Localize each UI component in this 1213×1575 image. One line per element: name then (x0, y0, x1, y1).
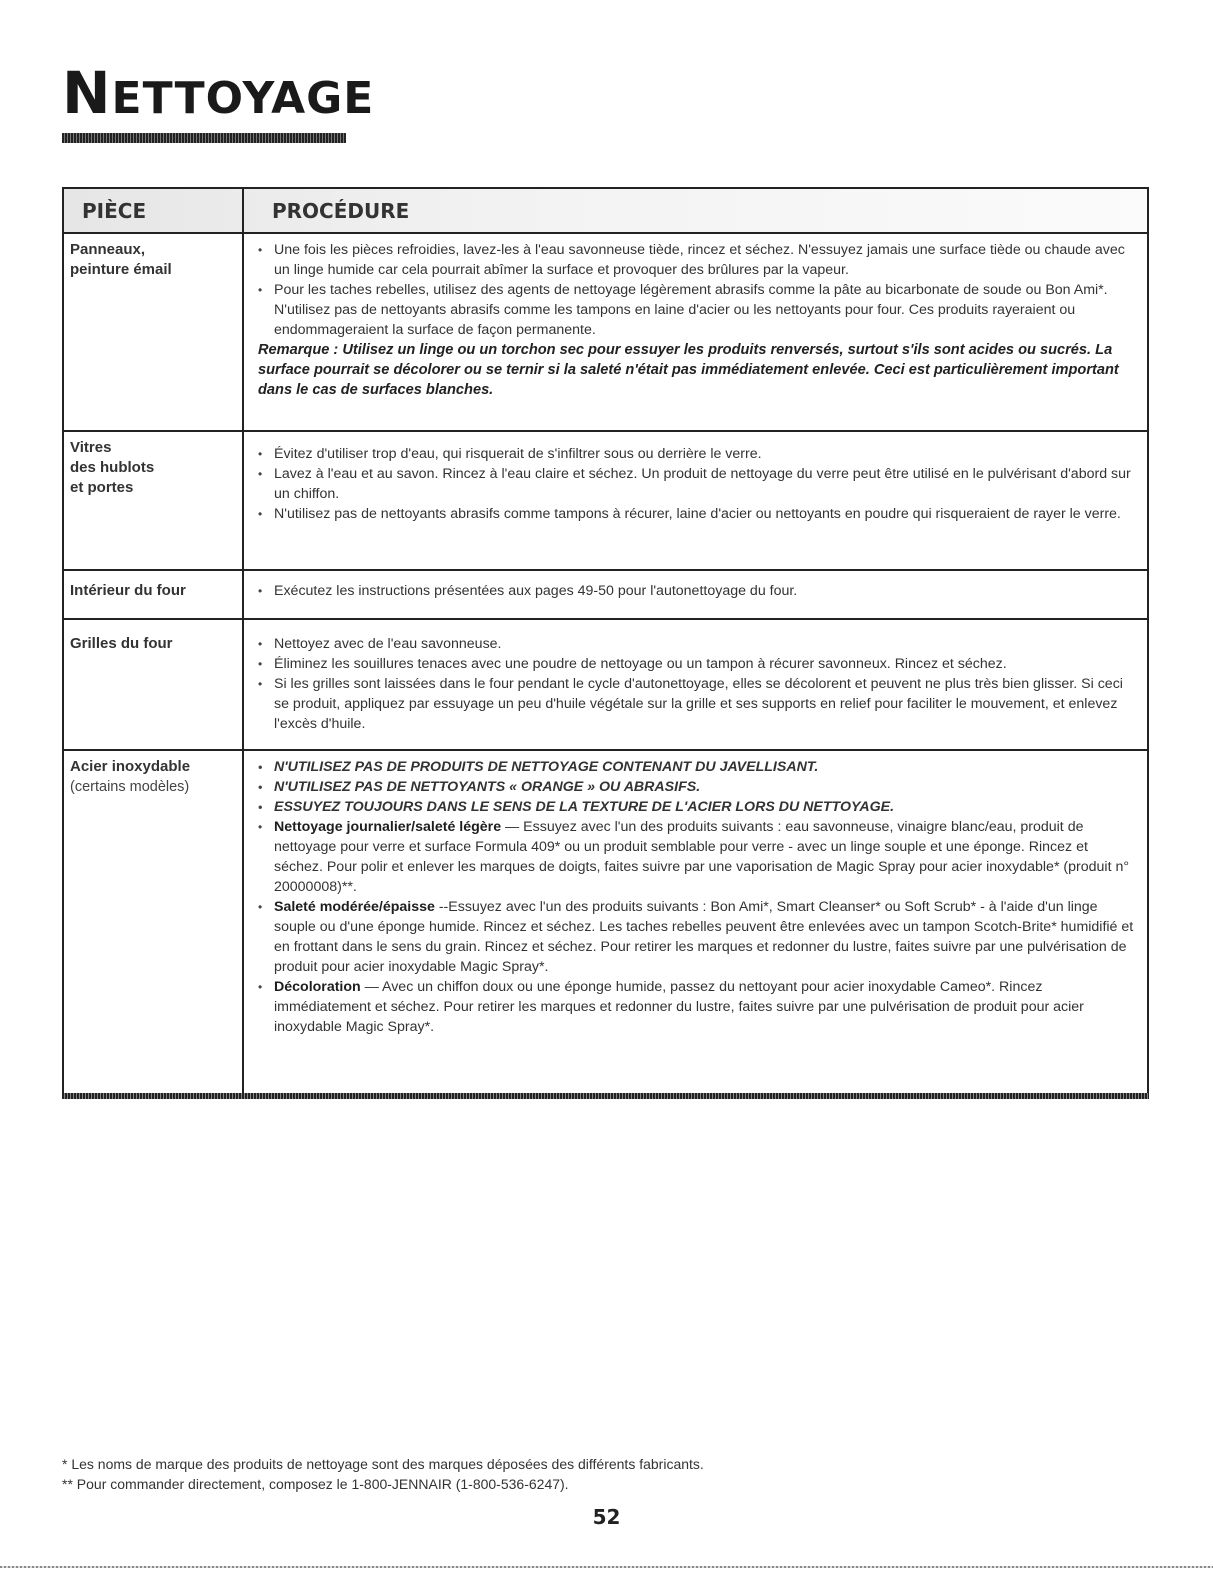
procedure-list (252, 581, 1137, 601)
list-item: • Si les grilles sont laissées dans le four pendant le cycle d'autonettoyage, elles se décolorent et peuvent ne plus très bien glisser. Si ceci se produit, appliquez par essuyage un peu d'huile végétale sur la grille et ses supports en relief pour faciliter le mouvement, et enlevez l'excès d'huile. (252, 674, 1137, 734)
piece-label: Acier inoxydable (70, 758, 191, 775)
warning-item: • N'UTILISEZ PAS DE NETTOYANTS « ORANGE » OU ABRASIFS. (252, 777, 1137, 797)
page-bottom-rule (0, 1566, 1213, 1568)
item-lead: Saleté modérée/épaisse (274, 899, 435, 915)
piece-sublabel: (certains modèles) (70, 779, 190, 795)
header-piece: PIÈCE (64, 189, 244, 232)
piece-label: Vitres des hublots et portes (70, 439, 155, 496)
footnote: * Les noms de marque des produits de nettoyage sont des marques déposées des différents fabricants. (62, 1456, 704, 1472)
list-item (252, 977, 1137, 1037)
cleaning-table (62, 187, 1149, 1093)
list-item: • N'utilisez pas de nettoyants abrasifs comme tampons à récurer, laine d'acier ou nettoyants en poudre qui risqueraient de rayer le verre. (252, 504, 1137, 524)
header-procedure: PROCÉDURE (272, 198, 410, 223)
item-lead: Décoloration (274, 979, 361, 995)
table-row (64, 571, 1147, 620)
procedure-list (252, 634, 1137, 734)
list-item: • Éliminez les souillures tenaces avec une poudre de nettoyage ou un tampon à récurer savonneux. Rincez et séchez. (252, 654, 1137, 674)
title-underline (62, 133, 346, 143)
item-lead: Nettoyage journalier/saleté légère (274, 819, 502, 835)
footnote: ** Pour commander directement, composez le 1-800-JENNAIR (1-800-536-6247). (62, 1476, 569, 1492)
piece-label: Intérieur du four (70, 582, 186, 599)
list-item: • Exécutez les instructions présentées aux pages 49-50 pour l'autonettoyage du four. (252, 581, 1137, 601)
page-number: 52 (592, 1505, 621, 1529)
list-item: • Évitez d'utiliser trop d'eau, qui risquerait de s'infiltrer sous ou derrière le verre. (252, 444, 1137, 464)
page-title-initial: N (62, 59, 112, 127)
item-text: — Essuyez avec l'un des produits suivants : eau savonneuse, vinaigre blanc/eau, produit de nettoyage pour verre et surface Formula 409* ou un produit semblable pour verre - avec un linge souple et une éponge. Rincez et séchez. Pour polir et enlever les marques de doigts, faites suivre par une vaporisation de Magic Spray pour acier inoxydable* (produit n° 20000008)**. (274, 819, 1130, 895)
piece-label: Panneaux, peinture émail (70, 241, 172, 278)
list-item: • Lavez à l'eau et au savon. Rincez à l'eau claire et séchez. Un produit de nettoyage du verre peut être utilisé en le pulvérisant d'abord sur un chiffon. (252, 464, 1137, 504)
procedure-list (252, 757, 1137, 1037)
list-item (252, 817, 1137, 897)
table-bottom-rule (62, 1093, 1149, 1099)
page-title-rest: ETTOYAGE (111, 73, 375, 124)
table-row (64, 234, 1147, 432)
list-item: • Pour les taches rebelles, utilisez des agents de nettoyage légèrement abrasifs comme la pâte au bicarbonate de soude ou Bon Ami*. N'utilisez pas de nettoyants abrasifs comme les tampons en laine d'acier ou les nettoyants pour four. Ces produits rayeraient ou endommageraient la surface de façon permanente. (252, 280, 1137, 340)
list-item (252, 897, 1137, 977)
procedure-list (252, 240, 1137, 340)
list-item: • Nettoyez avec de l'eau savonneuse. (252, 634, 1137, 654)
table-header-row (64, 189, 1147, 234)
table-row (64, 751, 1147, 1093)
remark-note: Remarque : Utilisez un linge ou un torchon sec pour essuyer les produits renversés, surtout s'ils sont acides ou sucrés. La surface pourrait se décolorer ou se ternir si la saleté n'était pas immédiatement enlevée. Ceci est particulièrement important dans le cas de surfaces blanches. (258, 342, 1119, 398)
page-title (62, 59, 375, 127)
item-text: — Avec un chiffon doux ou une éponge humide, passez du nettoyant pour acier inoxydable Cameo*. Rincez immédiatement et séchez. Pour retirer les marques et redonner du lustre, faites suivre par une pulvérisation de produit pour acier inoxydable Magic Spray*. (274, 979, 1084, 1035)
table-row (64, 432, 1147, 571)
item-text: --Essuyez avec l'un des produits suivants : Bon Ami*, Smart Cleanser* ou Soft Scrub* - à l'aide d'un linge souple ou d'une éponge humide. Rincez et séchez. Les taches rebelles peuvent être enlevées avec un tampon Scotch-Brite* humidifié et en frottant dans le sens du grain. Rincez et séchez. Pour retirer les marques et redonner du lustre, faites suivre par une pulvérisation de produit pour acier inoxydable Magic Spray*. (274, 899, 1134, 975)
footnotes (62, 1454, 704, 1494)
table-row (64, 620, 1147, 751)
procedure-list (252, 444, 1137, 524)
piece-label: Grilles du four (70, 635, 173, 652)
list-item: • Une fois les pièces refroidies, lavez-les à l'eau savonneuse tiède, rincez et séchez. N'essuyez jamais une surface tiède ou chaude avec un linge humide car cela pourrait abîmer la surface et provoquer des brûlures par la vapeur. (252, 240, 1137, 280)
warning-item: • N'UTILISEZ PAS DE PRODUITS DE NETTOYAGE CONTENANT DU JAVELLISANT. (252, 757, 1137, 777)
warning-item: • ESSUYEZ TOUJOURS DANS LE SENS DE LA TEXTURE DE L'ACIER LORS DU NETTOYAGE. (252, 797, 1137, 817)
